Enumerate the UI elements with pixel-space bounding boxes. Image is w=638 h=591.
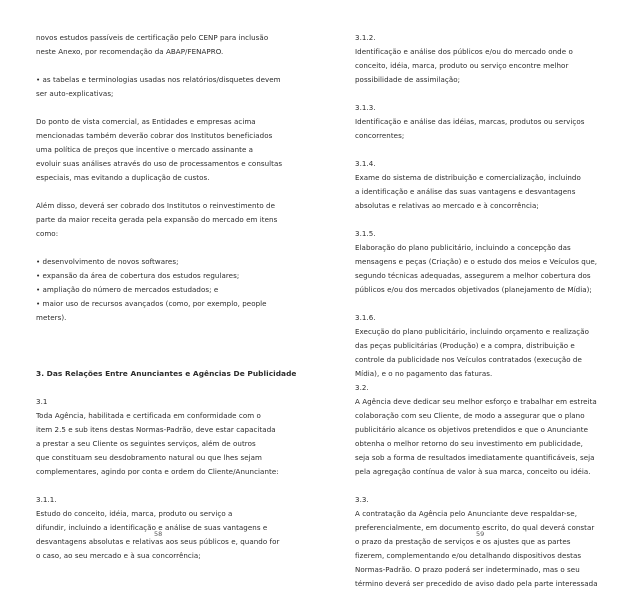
text-line: publicitário alcance os objetivos pretendidos e que o Anunciante (355, 425, 588, 434)
text-line: Do ponto de vista comercial, as Entidades e empresas acima (36, 117, 256, 126)
text-line: Estudo do conceito, idéia, marca, produto ou serviço a (36, 509, 233, 518)
text-line: preferencialmente, em documento escrito, do qual deverá constar (355, 523, 595, 532)
text-line: • as tabelas e terminologias usadas nos relatórios/disquetes devem (36, 75, 281, 84)
text-line: ser auto-explicativas; (36, 89, 114, 98)
text-line: colaboração com seu Cliente, de modo a assegurar que o plano (355, 411, 585, 420)
text-line: conceito, idéia, marca, produto ou serviço encontre melhor (355, 61, 569, 70)
paragraph-gap (355, 213, 601, 227)
text-line: difundir, incluindo a identificação e análise de suas vantagens e (36, 523, 268, 532)
text-line: o prazo da prestação de serviços e os ajustes que as partes (355, 537, 571, 546)
text-line: complementares, agindo por conta e ordem do Cliente/Anunciante: (36, 467, 279, 476)
text-line: Exame do sistema de distribuição e comercialização, incluindo (355, 173, 581, 182)
page-number-right: 59 (476, 530, 485, 538)
left-page (36, 0, 297, 565)
text-line: item 2.5 e sub itens destas Normas-Padrão, deve estar capacitada (36, 425, 276, 434)
text-line: Toda Agência, habilitada e certificada em conformidade com o (36, 411, 261, 420)
text-line: que constituam seu desdobramento natural ou que lhes sejam (36, 453, 263, 462)
text-line: o caso, ao seu mercado e à sua concorrência; (36, 551, 201, 560)
text-line: Além disso, deverá ser cobrado dos Institutos o reinvestimento de (36, 201, 275, 210)
text-line: fizerem, complementando e/ou detalhando dispositivos destas (355, 551, 582, 560)
text-line: Identificação e análise dos públicos e/ou do mercado onde o (355, 47, 573, 56)
text-line: 3.1.4. (355, 159, 376, 168)
right-page (355, 0, 601, 588)
paragraph-gap (36, 353, 280, 367)
text-line: absolutas e relativas ao mercado e à concorrência; (355, 201, 539, 210)
paragraph-gap (355, 297, 601, 311)
text-line: públicos e/ou dos mercados objetivados (planejamento de Mídia); (355, 285, 592, 294)
paragraph-gap (36, 563, 280, 577)
text-line: 3.1.2. (355, 33, 376, 42)
paragraph-gap (355, 479, 601, 493)
paragraph-gap (36, 479, 280, 493)
text-line: neste Anexo, por recomendação da ABAP/FENAPRO. (36, 47, 224, 56)
text-line: 3.1.1. (36, 495, 57, 504)
paragraph-gap (36, 101, 280, 115)
text-line: Identificação e análise das idéias, marcas, produtos ou serviços (355, 117, 585, 126)
text-line: segundo técnicas adequadas, assegurem a melhor cobertura dos (355, 271, 591, 280)
paragraph-gap (36, 325, 280, 339)
text-line: • maior uso de recursos avançados (como, por exemplo, people (36, 299, 267, 308)
text-line: • ampliação do número de mercados estudados; e (36, 285, 219, 294)
paragraph-gap (36, 241, 280, 255)
text-line: obtenha o melhor retorno do seu investimento em publicidade, (355, 439, 583, 448)
text-line: das peças publicitárias (Produção) e a compra, distribuição e (355, 341, 575, 350)
text-line: 3.1.3. (355, 103, 376, 112)
text-line: como: (36, 229, 59, 238)
paragraph-gap (36, 339, 280, 353)
text-line: seja sob a forma de resultados imediatamente quantificáveis, seja (355, 453, 595, 462)
text-line: a identificação e análise das suas vantagens e desvantagens (355, 187, 576, 196)
text-line: evoluir suas análises através do uso de processamentos e consultas (36, 159, 283, 168)
text-line: meters). (36, 313, 67, 322)
right-page-text (355, 31, 601, 591)
text-line: 3.1.5. (355, 229, 376, 238)
paragraph-gap (355, 87, 601, 101)
text-line: 3.1 (36, 397, 48, 406)
text-line: 3.3. (355, 495, 369, 504)
page-number-left: 58 (154, 530, 163, 538)
text-line: pela agregação contínua de valor à sua marca, conceito ou idéia. (355, 467, 591, 476)
paragraph-gap (355, 143, 601, 157)
text-line: Normas-Padrão. O prazo poderá ser indeterminado, mas o seu (355, 565, 580, 574)
text-line: a prestar a seu Cliente os seguintes serviços, além de outros (36, 439, 256, 448)
text-line: mensagens e peças (Criação) e o estudo dos meios e Veículos que, (355, 257, 598, 266)
left-page-text (36, 31, 297, 577)
text-line: término deverá ser precedido de aviso dado pela parte interessada (355, 579, 598, 588)
text-line: A contratação da Agência pelo Anunciante deve respaldar-se, (355, 509, 578, 518)
text-line: novos estudos passíveis de certificação pelo CENP para inclusão (36, 33, 269, 42)
text-line: concorrentes; (355, 131, 405, 140)
text-line: Mídia), e o no pagamento das faturas. (355, 369, 493, 378)
text-line: uma política de preços que incentive o mercado assinante a (36, 145, 254, 154)
text-line: • desenvolvimento de novos softwares; (36, 257, 179, 266)
paragraph-gap (36, 185, 280, 199)
text-line: mencionadas também deverão cobrar dos Institutos beneficiados (36, 131, 273, 140)
text-line: parte da maior receita gerada pela expansão do mercado em itens (36, 215, 278, 224)
paragraph-gap (36, 59, 280, 73)
text-line: desvantagens absolutas e relativas aos seus públicos e, quando for (36, 537, 280, 546)
text-line: possibilidade de assimilação; (355, 75, 461, 84)
text-line: A Agência deve dedicar seu melhor esforço e trabalhar em estreita (355, 397, 597, 406)
section-heading: 3. Das Relações Entre Anunciantes e Agências De Publicidade (36, 369, 297, 378)
paragraph-gap (36, 381, 280, 395)
text-line: controle da publicidade nos Veículos contratados (execução de (355, 355, 582, 364)
text-line: especiais, mas evitando a duplicação de custos. (36, 173, 210, 182)
text-line: Elaboração do plano publicitário, incluindo a concepção das (355, 243, 571, 252)
text-line: 3.1.6. (355, 313, 376, 322)
text-line: Execução do plano publicitário, incluindo orçamento e realização (355, 327, 590, 336)
text-line: • expansão da área de cobertura dos estudos regulares; (36, 271, 240, 280)
text-line: 3.2. (355, 383, 369, 392)
